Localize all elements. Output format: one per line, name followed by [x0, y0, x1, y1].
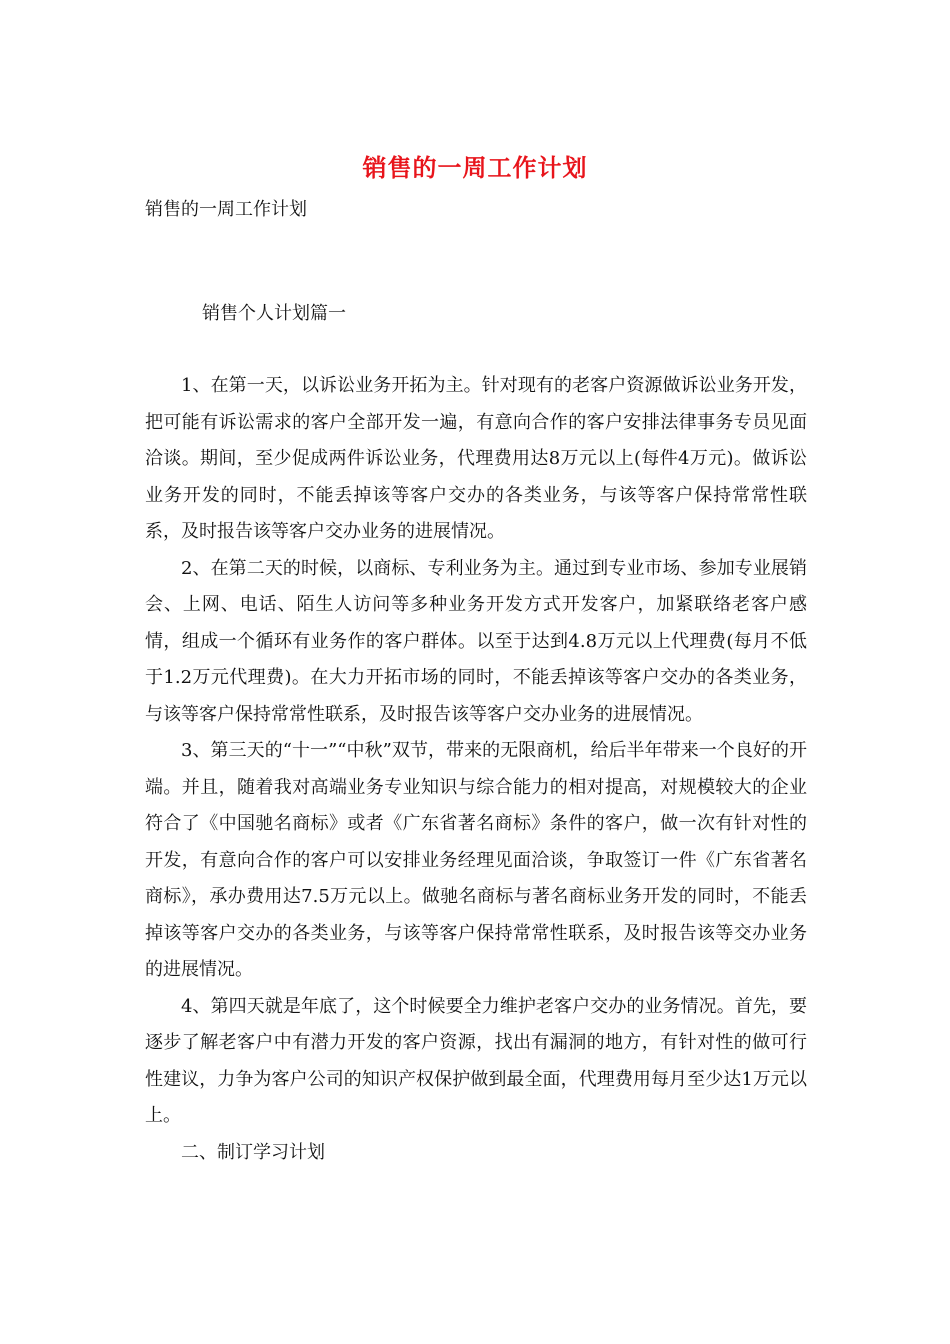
- paragraph-1: 1、在第一天，以诉讼业务开拓为主。针对现有的老客户资源做诉讼业务开发，把可能有诉讼需求的客户全部开发一遍，有意向合作的客户安排法律事务专员见面洽谈。期间，至少促成两件诉讼业务，代理费用达8万元以上(每件4万元)。做诉讼业务开发的同时，不能丢掉该等客户交办的各类业务，与该等客户保持常常性联系，及时报告该等客户交办业务的进展情况。: [145, 375, 807, 542]
- section-heading: 销售个人计划篇一: [202, 303, 346, 324]
- paragraph-4: 4、第四天就是年底了，这个时候要全力维护老客户交办的业务情况。首先，要逐步了解老客户中有潜力开发的客户资源，找出有漏洞的地方，有针对性的做可行性建议，力争为客户公司的知识产权保护做到最全面，代理费用每月至少达1万元以上。: [145, 995, 807, 1126]
- paragraph-2: 2、在第二天的时候，以商标、专利业务为主。通过到专业市场、参加专业展销会、上网、电话、陌生人访问等多种业务开发方式开发客户，加紧联络老客户感情，组成一个循环有业务作的客户群体。以至于达到4.8万元以上代理费(每月不低于1.2万元代理费)。在大力开拓市场的同时，不能丢掉该等客户交办的各类业务，与该等客户保持常常性联系，及时报告该等客户交办业务的进展情况。: [145, 557, 807, 725]
- paragraph-3: 3、第三天的“十一”“中秋”双节，带来的无限商机，给后半年带来一个良好的开端。并且，随着我对高端业务专业知识与综合能力的相对提高，对规模较大的企业符合了《中国驰名商标》或者《广东省著名商标》条件的客户，做一次有针对性的开发，有意向合作的客户可以安排业务经理见面洽谈，争取签订一件《广东省著名商标》，承办费用达7.5万元以上。做驰名商标与著名商标业务开发的同时，不能丢掉该等客户交办的各类业务，与该等客户保持常常性联系，及时报告该等交办业务的进展情况。: [145, 740, 807, 980]
- document-title: 销售的一周工作计划: [362, 153, 588, 182]
- document-body: [145, 368, 807, 1171]
- paragraph-5: 二、制订学习计划: [181, 1141, 325, 1163]
- document-subtitle: 销售的一周工作计划: [145, 199, 307, 220]
